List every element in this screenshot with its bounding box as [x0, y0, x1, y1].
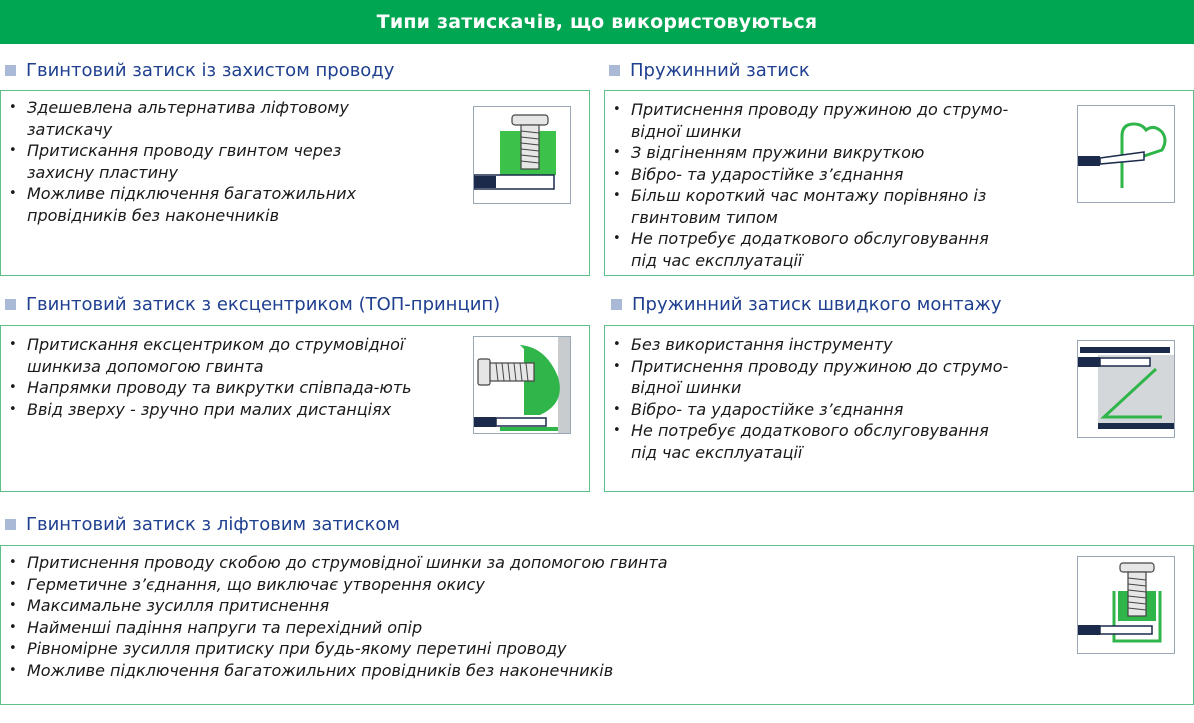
section-title-quick-spring: Пружинний затиск швидкого монтажу	[611, 294, 1002, 315]
square-bullet-icon	[611, 299, 622, 310]
list-item: • З відгіненням пружини викруткою	[609, 142, 1009, 164]
feature-list	[5, 552, 905, 681]
section-box-screw-protection	[0, 90, 590, 276]
page-header	[0, 0, 1194, 44]
list-item: • Ввід зверху - зручно при малих дистанціях	[5, 399, 425, 421]
section-title-eccentric: Гвинтовий затиск з ексцентриком (ТОП-принцип)	[5, 294, 500, 315]
section-box-eccentric	[0, 325, 590, 492]
list-item: • Герметичне з’єднання, що виключає утворення окису	[5, 574, 905, 596]
section-title-screw-protection: Гвинтовий затиск із захистом проводу	[5, 60, 394, 81]
list-item: • Притиснення проводу пружиною до струмо-відної шинки	[609, 99, 1009, 142]
feature-list	[609, 99, 1009, 271]
section-box-lift-clamp	[0, 545, 1194, 705]
spring-clamp-icon	[1077, 105, 1175, 203]
list-item: • Притискання проводу гвинтом через захисну пластину	[5, 140, 385, 183]
page-title: Типи затискачів, що використовуються	[376, 11, 818, 33]
list-item: • Здешевлена альтернатива ліфтовому затискачу	[5, 97, 385, 140]
list-item: • Максимальне зусилля притиснення	[5, 595, 905, 617]
list-item: • Вібро- та ударостійке з’єднання	[609, 399, 1009, 421]
eccentric-screw-clamp-icon	[473, 336, 571, 434]
list-item: • Більш короткий час монтажу порівняно із гвинтовим типом	[609, 185, 1009, 228]
list-item: • Вібро- та ударостійке з’єднання	[609, 164, 1009, 186]
list-item: • Притиснення проводу пружиною до струмо-відної шинки	[609, 356, 1009, 399]
square-bullet-icon	[609, 65, 620, 76]
list-item: • Не потребує додаткового обслуговування під час експлуатації	[609, 420, 1009, 463]
section-box-spring	[604, 90, 1194, 276]
list-item: • Без використання інструменту	[609, 334, 1009, 356]
section-box-quick-spring	[604, 325, 1194, 492]
feature-list	[5, 97, 385, 226]
screw-clamp-protection-icon	[473, 106, 571, 204]
quick-spring-clamp-icon	[1077, 340, 1175, 438]
list-item: • Напрямки проводу та викрутки співпада-ють	[5, 377, 425, 399]
list-item: • Не потребує додаткового обслуговування під час експлуатації	[609, 228, 1009, 271]
section-title-lift-clamp: Гвинтовий затиск з ліфтовим затиском	[5, 514, 400, 535]
list-item: • Рівномірне зусилля притиску при будь-якому перетині проводу	[5, 638, 905, 660]
square-bullet-icon	[5, 519, 16, 530]
list-item: • Найменші падіння напруги та перехідний опір	[5, 617, 905, 639]
section-title-spring: Пружинний затиск	[609, 60, 810, 81]
feature-list	[609, 334, 1009, 463]
feature-list	[5, 334, 425, 420]
square-bullet-icon	[5, 65, 16, 76]
square-bullet-icon	[5, 299, 16, 310]
list-item: • Можливе підключення багатожильних провідників без наконечників	[5, 183, 385, 226]
list-item: • Притискання ексцентриком до струмовідної шинкиза допомогою гвинта	[5, 334, 425, 377]
list-item: • Притиснення проводу скобою до струмовідної шинки за допомогою гвинта	[5, 552, 905, 574]
list-item: • Можливе підключення багатожильних провідників без наконечників	[5, 660, 905, 682]
lift-clamp-icon	[1077, 556, 1175, 654]
